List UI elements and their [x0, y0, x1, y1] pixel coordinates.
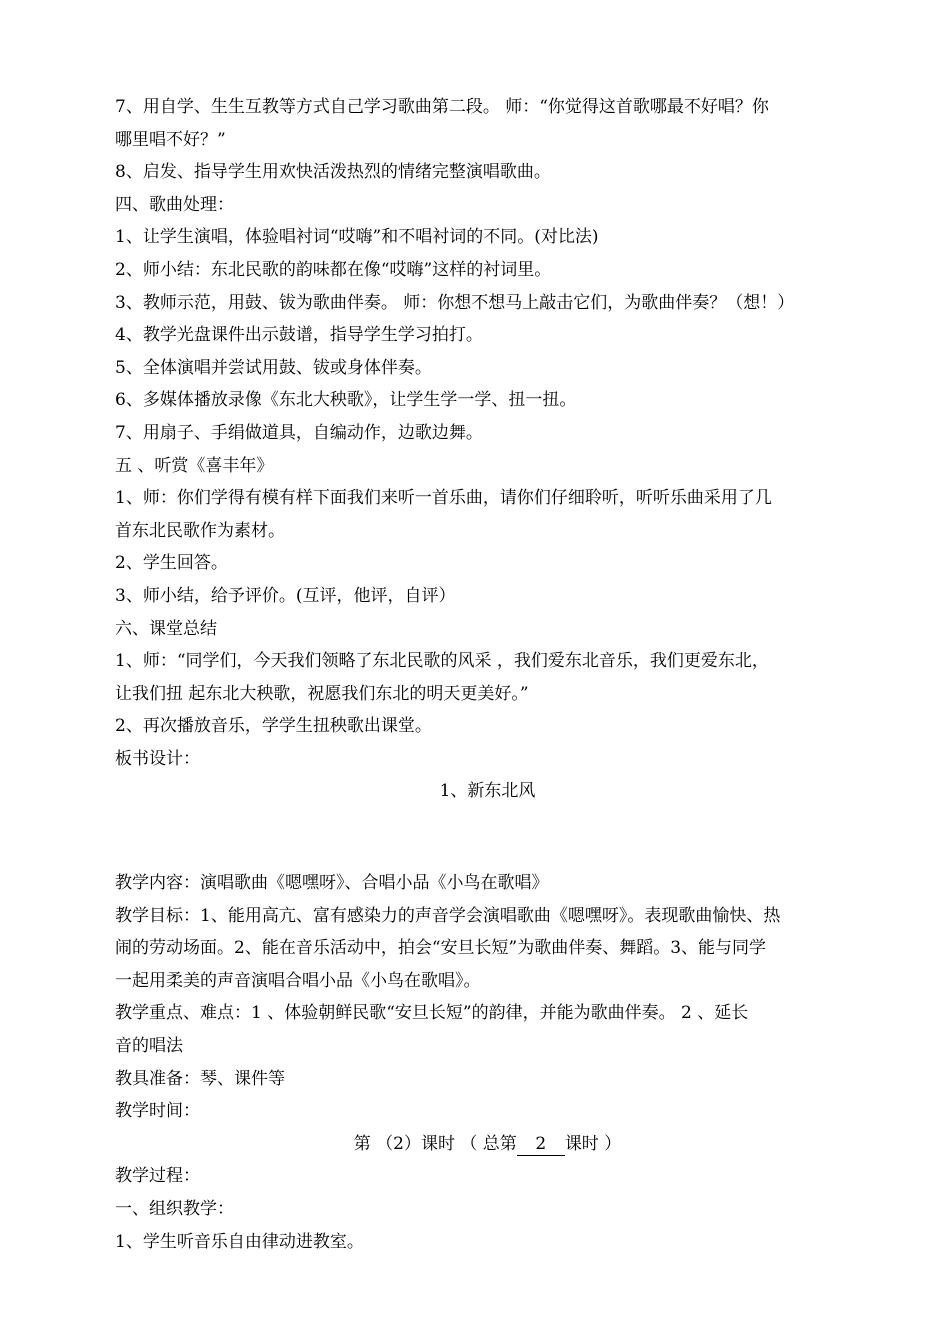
- board-title: 1、新东北风: [439, 781, 536, 802]
- text-line: 闹的劳动场面。2、能在音乐活动中，拍会“安旦长短”为歌曲伴奏、舞蹈。3、能与同学: [115, 938, 767, 959]
- lesson-period-prefix: 第 （2）课时 （ 总第: [353, 1133, 517, 1154]
- text-line: 教学内容：演唱歌曲《嗯嘿呀》、合唱小品《小鸟在歌唱》: [115, 873, 549, 894]
- document-section-lesson-plan: [115, 867, 860, 1128]
- lesson-period-suffix: 课时 ）: [564, 1133, 622, 1154]
- text-line: 3、师小结，给予评价。(互评，他评，自评）: [115, 585, 456, 606]
- text-line: 一起用柔美的声音演唱合唱小品《小鸟在歌唱》。: [115, 970, 481, 991]
- text-line: 1、师：“同学们，今天我们领略了东北民歌的风采 ，我们爱东北音乐，我们更爱东北，: [115, 651, 769, 672]
- lesson-period-number: 2: [517, 1133, 565, 1156]
- text-line: 7、用扇子、手绢做道具，自编动作，边歌边舞。: [115, 422, 483, 443]
- text-line: 教具准备：琴、课件等: [115, 1068, 285, 1089]
- text-line: 2、学生回答。: [115, 553, 228, 574]
- text-line: 教学目标：1、能用高亢、富有感染力的声音学会演唱歌曲《嗯嘿呀》。表现歌曲愉快、热: [115, 905, 781, 926]
- text-line: 教学重点、难点：1 、体验朝鲜民歌“安旦长短”的韵律，并能为歌曲伴奏。 2 、延长: [115, 1003, 749, 1024]
- text-line: 1、学生听音乐自由律动进教室。: [115, 1231, 364, 1252]
- text-line: 1、让学生演唱，体验唱衬词“哎嗨”和不唱衬词的不同。(对比法): [115, 227, 599, 248]
- text-line: 7、用自学、生生互教等方式自己学习歌曲第二段。 师：“你觉得这首歌哪最不好唱？你: [115, 97, 769, 117]
- text-line: 五 、听赏《喜丰年》: [115, 455, 274, 476]
- text-line: 6、多媒体播放录像《东北大秧歌》，让学生学一学、扭一扭。: [115, 390, 577, 411]
- document-section-lesson-end: [115, 91, 860, 775]
- text-line: 六、课堂总结: [115, 618, 217, 639]
- lesson-period-line: [115, 1128, 860, 1161]
- document-page: [115, 91, 860, 1258]
- text-line: 2、再次播放音乐，学学生扭秧歌出课堂。: [115, 716, 432, 737]
- text-line: 教学时间：: [115, 1101, 200, 1122]
- text-line: 1、师：你们学得有模有样下面我们来听一首乐曲，请你们仔细聆听，听听乐曲采用了几: [115, 488, 772, 509]
- text-line: 音的唱法: [115, 1036, 183, 1057]
- text-line: 4、教学光盘课件出示鼓谱，指导学生学习拍打。: [115, 325, 483, 346]
- text-line: 教学过程：: [115, 1166, 200, 1187]
- blank-space: [115, 808, 860, 867]
- document-section-process: [115, 1160, 860, 1258]
- text-line: 8、启发、指导学生用欢快活泼热烈的情绪完整演唱歌曲。: [115, 162, 551, 183]
- text-line: 四、歌曲处理：: [115, 194, 234, 215]
- text-line: 一、组织教学：: [115, 1199, 234, 1219]
- text-line: 板书设计：: [115, 748, 200, 769]
- text-line: 让我们扭 起东北大秧歌，祝愿我们东北的明天更美好。”: [115, 683, 529, 704]
- text-line: 3、教师示范，用鼓、钹为歌曲伴奏。 师：你想不想马上敲击它们，为歌曲伴奏？（想！）: [115, 292, 795, 313]
- text-line: 首东北民歌作为素材。: [115, 520, 285, 541]
- text-line: 2、师小结：东北民歌的韵味都在像“哎嗨”这样的衬词里。: [115, 259, 552, 280]
- text-line: 5、全体演唱并尝试用鼓、钹或身体伴奏。: [115, 357, 432, 378]
- text-line: 哪里唱不好？”: [115, 129, 226, 150]
